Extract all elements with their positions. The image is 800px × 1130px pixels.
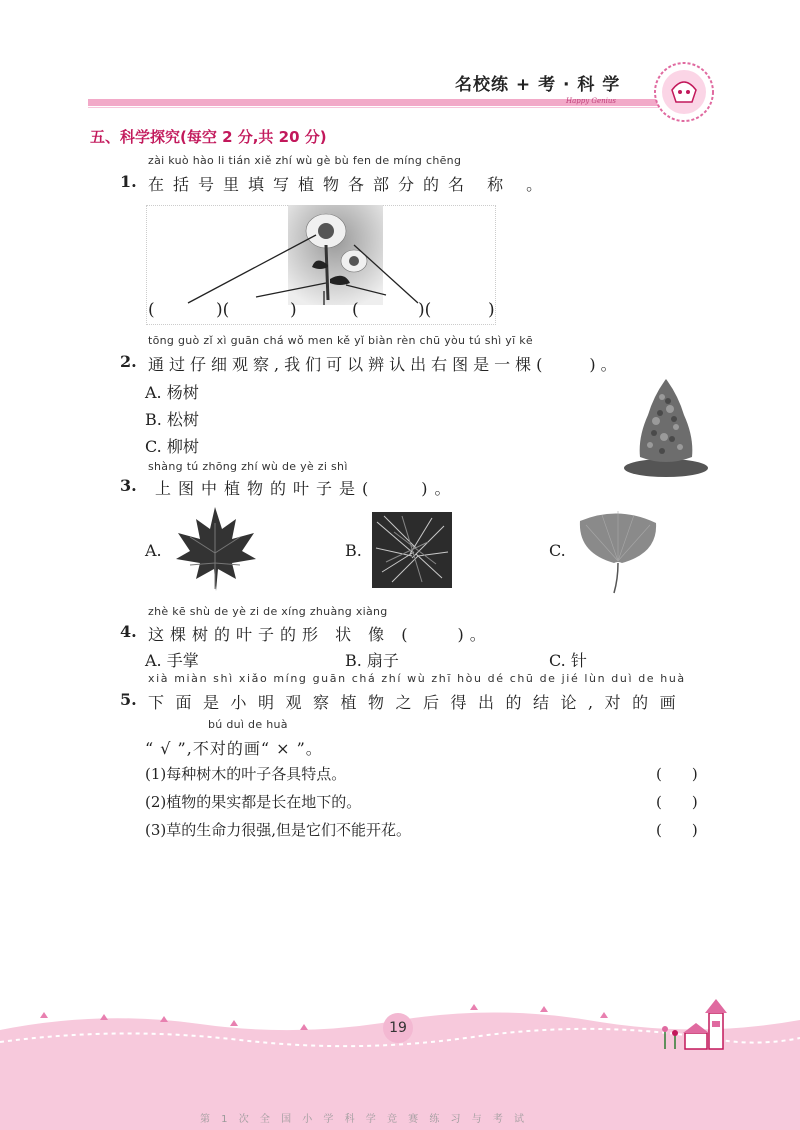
- q4-pinyin: zhè kē shù de yè zi de xíng zhuàng xiàng: [148, 605, 388, 618]
- q5-statement-1: (1)每种树木的叶子各具特点。: [145, 765, 347, 783]
- brand-badge-icon: [652, 60, 716, 124]
- q1-text: 在括号里填写植物各部分的名 称 。: [148, 175, 552, 194]
- lighthouse-icon: [655, 995, 745, 1055]
- pine-tree-image: [618, 375, 713, 480]
- q5-pinyin-line2: bú duì de huà: [208, 718, 288, 731]
- q4-number: 4.: [120, 622, 137, 641]
- q5-line1: 下面是小明观察植物之后得出的结论,对的画: [148, 693, 688, 712]
- section-title: 五、科学探究(每空 2 分,共 20 分): [90, 128, 327, 146]
- q5-statement-3: (3)草的生命力很强,但是它们不能开花。: [145, 821, 412, 839]
- q3-option-b[interactable]: B.: [345, 541, 362, 560]
- q4-option-a[interactable]: A. 手掌: [145, 651, 199, 670]
- q2-text: 通过仔细观察,我们可以辨认出右图是一棵( )。: [148, 355, 622, 374]
- q3-pinyin: shàng tú zhōng zhí wù de yè zi shì: [148, 460, 348, 473]
- page-number: 19: [383, 1013, 413, 1043]
- q1-blank-1-close[interactable]: )(: [216, 300, 230, 320]
- q1-blank-4-close[interactable]: ): [488, 300, 495, 320]
- q5-answer-1[interactable]: ( ): [656, 765, 698, 783]
- label-lines: [146, 205, 496, 325]
- q5-number: 5.: [120, 690, 137, 709]
- q3-number: 3.: [120, 476, 137, 495]
- q1-blank-2-close[interactable]: ): [290, 300, 297, 320]
- q4-option-c[interactable]: C. 针: [549, 651, 587, 670]
- q2-number: 2.: [120, 352, 137, 371]
- q2-option-b[interactable]: B. 松树: [145, 410, 199, 429]
- maple-leaf-image: [170, 503, 260, 593]
- q5-statement-2: (2)植物的果实都是长在地下的。: [145, 793, 362, 811]
- q1-blank-3-open: (: [352, 300, 359, 320]
- q2-option-a[interactable]: A. 杨树: [145, 383, 199, 402]
- q2-option-c[interactable]: C. 柳树: [145, 437, 199, 456]
- q4-option-b[interactable]: B. 扇子: [345, 651, 399, 670]
- pine-needles-image: [372, 512, 452, 588]
- q3-text: 上图中植物的叶子是( )。: [155, 479, 458, 498]
- q1-blank-1-open: (: [148, 300, 155, 320]
- header-title: 名校练 + 考 · 科 学: [455, 75, 621, 95]
- q3-option-a[interactable]: A.: [145, 541, 162, 560]
- q5-line2: “ √ ”,不对的画“ × ”。: [145, 739, 323, 758]
- q5-pinyin-line1: xià miàn shì xiǎo míng guān chá zhí wù zhī hòu dé chū de jié lùn duì de huà: [148, 672, 686, 685]
- q5-answer-2[interactable]: ( ): [656, 793, 698, 811]
- footer-faint-text: 第 1 次 全 国 小 学 科 学 竞 赛 练 习 与 考 试: [200, 1114, 529, 1125]
- q1-blank-3-close[interactable]: )(: [418, 300, 432, 320]
- q2-pinyin: tōng guò zǐ xì guān chá wǒ men kě yǐ biàn rèn chū yòu tú shì yī kē: [148, 334, 533, 347]
- header-divider-thin: [88, 107, 663, 108]
- q4-text: 这棵树的叶子的形 状 像 ( )。: [148, 625, 492, 644]
- q1-number: 1.: [120, 172, 137, 191]
- q1-pinyin: zài kuò hào li tián xiě zhí wù gè bù fen de míng chēng: [148, 154, 462, 167]
- header-subtitle: Happy Genius: [566, 97, 617, 105]
- ginkgo-leaf-image: [572, 505, 664, 595]
- q3-option-c[interactable]: C.: [549, 541, 566, 560]
- q5-answer-3[interactable]: ( ): [656, 821, 698, 839]
